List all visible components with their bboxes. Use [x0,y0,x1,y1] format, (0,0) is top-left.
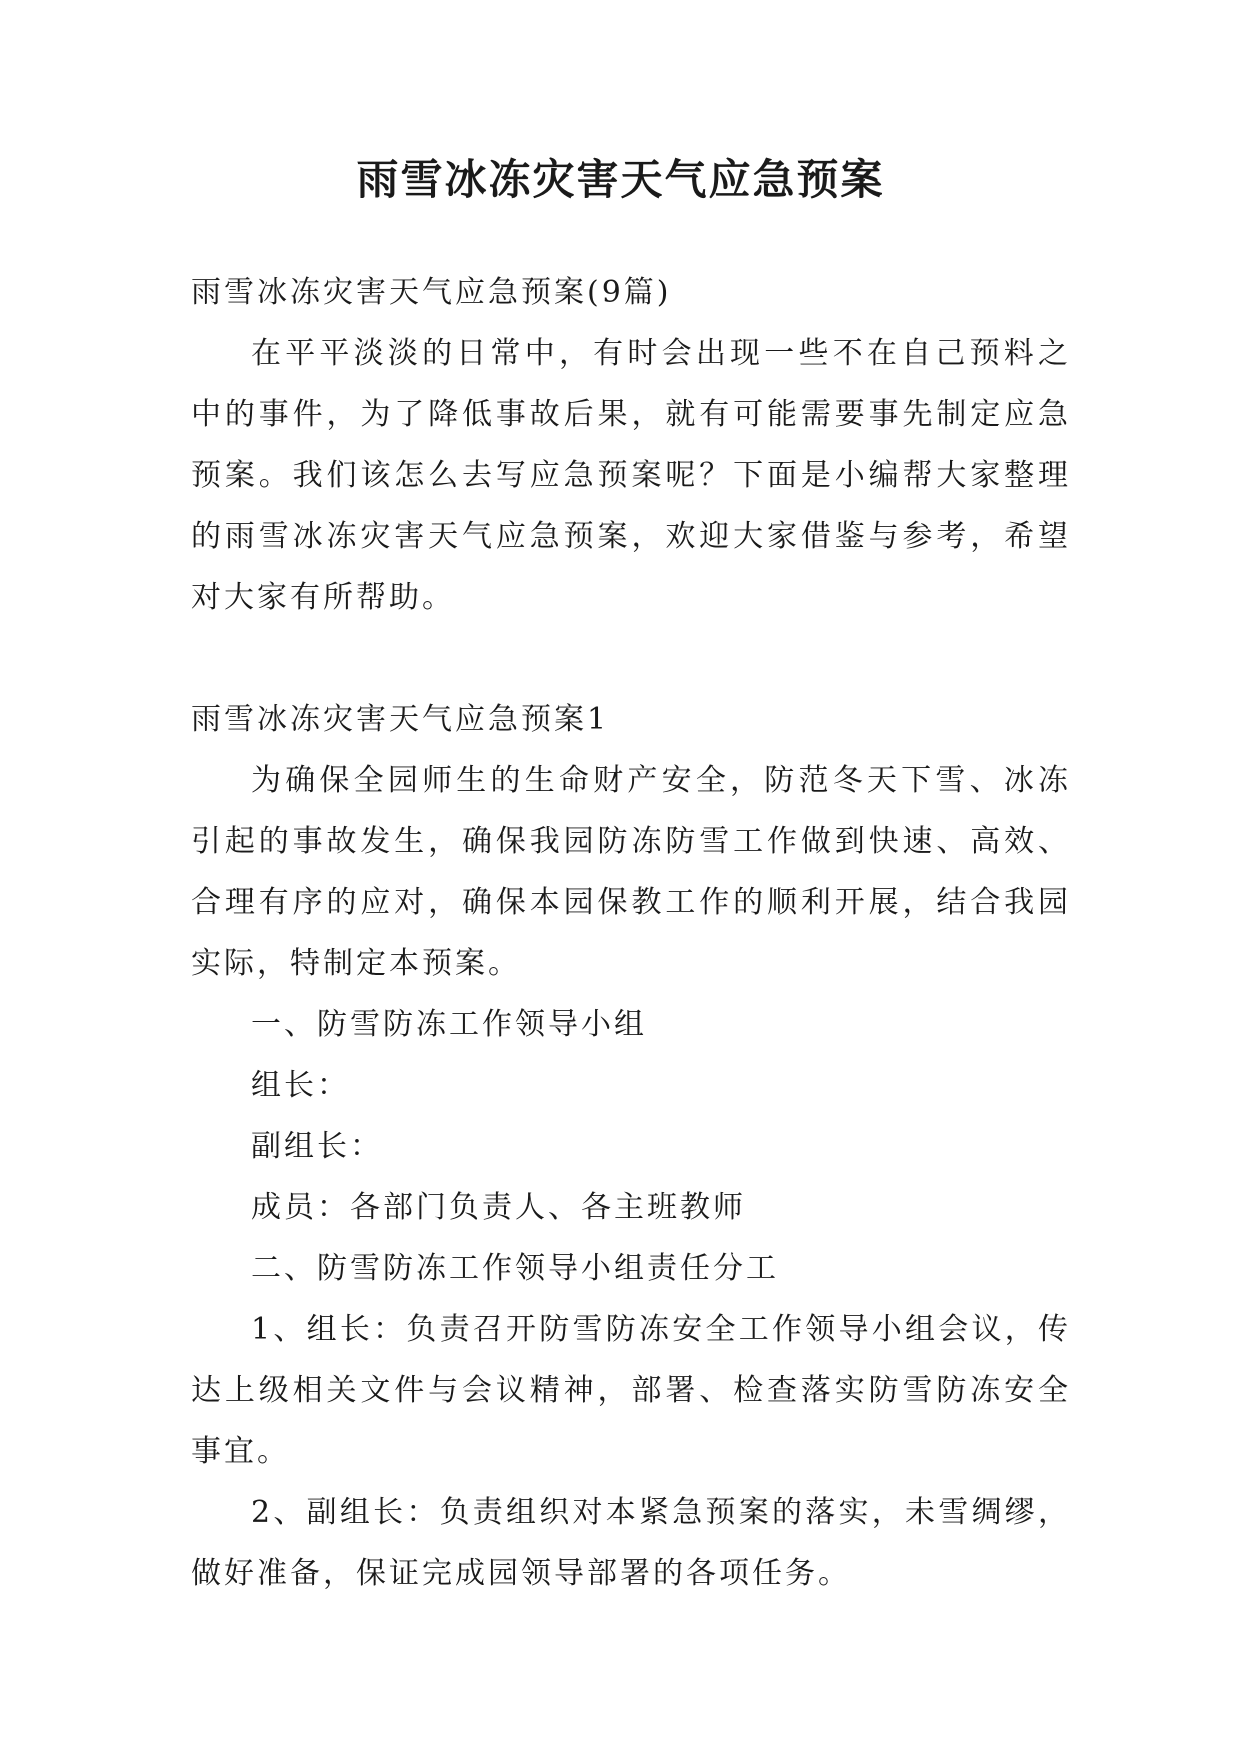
document-body [191,262,1071,1604]
document-subtitle: 雨雪冰冻灾害天气应急预案(9篇) [191,275,672,310]
intro-paragraph: 在平平淡淡的日常中，有时会出现一些不在自己预料之中的事件，为了降低事故后果，就有可能需要事先制定应急预案。我们该怎么去写应急预案呢？下面是小编帮大家整理的雨雪冰冻灾害天气应急预案，欢迎大家借鉴与参考，希望对大家有所帮助。 [191,336,1071,615]
group-heading: 一、防雪防冻工作领导小组 [251,1007,647,1042]
duty-heading: 二、防雪防冻工作领导小组责任分工 [251,1251,779,1286]
section-heading: 雨雪冰冻灾害天气应急预案1 [191,702,610,737]
paragraph-spacer [191,628,1071,689]
document-title: 雨雪冰冻灾害天气应急预案 [356,155,885,204]
leader-line: 组长： [251,1068,350,1103]
members-line: 成员：各部门负责人、各主班教师 [251,1190,746,1225]
deputy-line: 副组长： [251,1129,383,1164]
section-intro-paragraph: 为确保全园师生的生命财产安全，防范冬天下雪、冰冻引起的事故发生，确保我园防冻防雪工作做到快速、高效、合理有序的应对，确保本园保教工作的顺利开展，结合我园实际，特制定本预案。 [191,763,1071,981]
duty-paragraph-2: 2、副组长：负责组织对本紧急预案的落实，未雪绸缪，做好准备，保证完成园领导部署的各项任务。 [191,1495,1071,1591]
duty-paragraph-1: 1、组长：负责召开防雪防冻安全工作领导小组会议，传达上级相关文件与会议精神，部署、检查落实防雪防冻安全事宜。 [191,1312,1071,1469]
